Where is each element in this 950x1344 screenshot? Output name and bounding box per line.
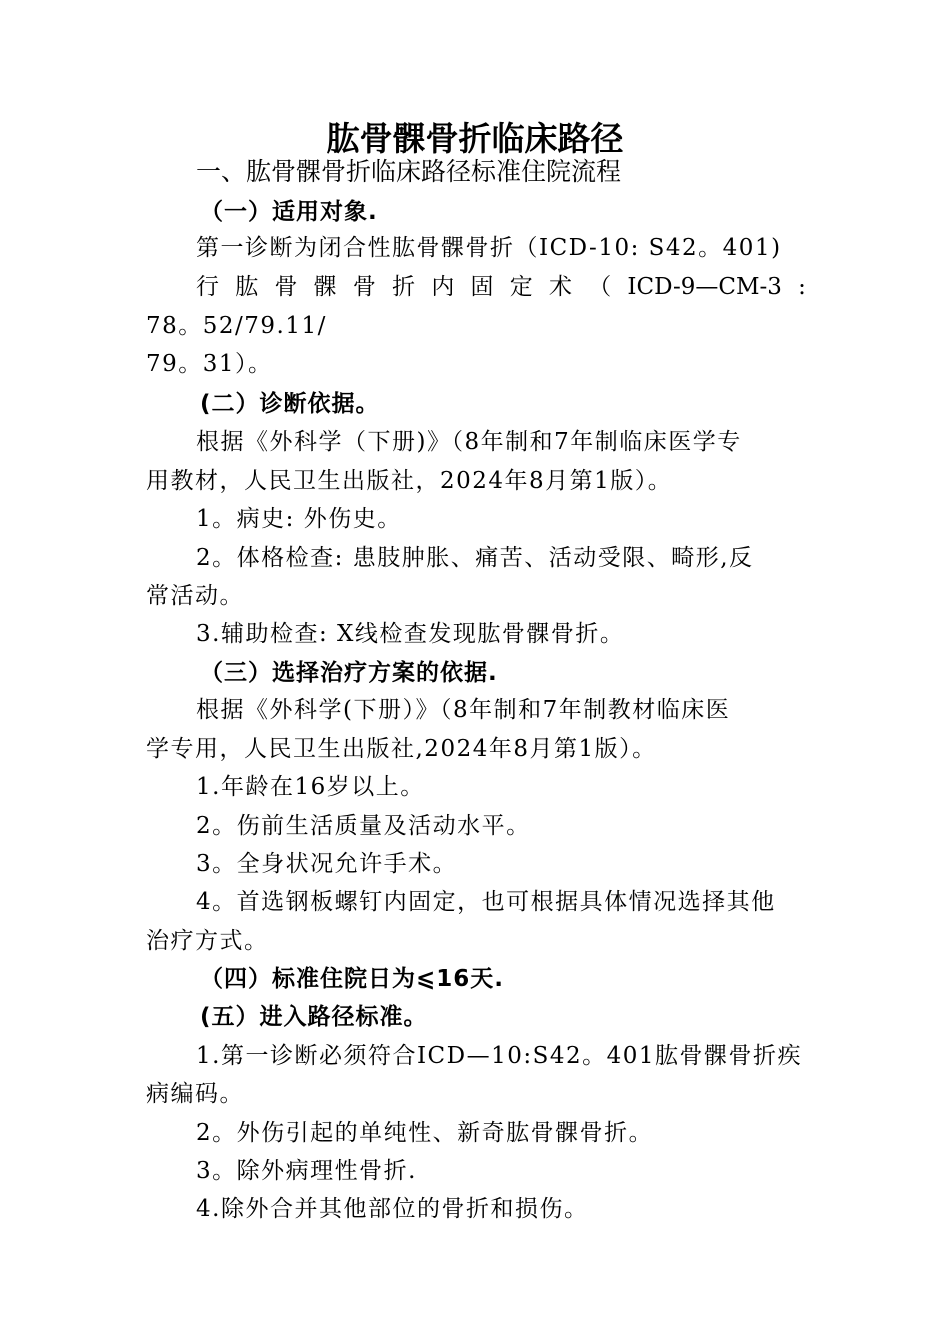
paragraph-treatment-reference-cont: 学专用，人民卫生出版社,2024年8月第1版）。	[146, 736, 657, 762]
list-item-age: 1.年龄在16岁以上。	[196, 774, 425, 800]
text-fragment: 折	[392, 274, 416, 300]
list-item-icd-code: 1.第一诊断必须符合ICD—10:S42。401肱骨髁骨折疾	[196, 1043, 803, 1069]
text-fragment: 定	[509, 274, 533, 300]
list-item-trauma-fracture: 2。外伤引起的单纯性、新奇肱骨髁骨折。	[196, 1120, 654, 1146]
list-item-physical-exam: 2。体格检查: 患肢肿胀、痛苦、活动受限、畸形,反	[196, 545, 754, 571]
list-item-general-condition: 3。全身状况允许手术。	[196, 851, 458, 877]
paragraph-procedure-spread	[196, 271, 806, 303]
paragraph-procedure-codes-2: 79。31）。	[146, 351, 273, 377]
text-fragment: 行	[196, 274, 219, 300]
list-item-quality-of-life: 2。伤前生活质量及活动水平。	[196, 813, 531, 839]
paragraph-procedure-codes-1: 78。52/79.11/	[146, 313, 327, 339]
paragraph-basis-reference: 根据《外科学（下册)》（8年制和7年制临床医学专	[196, 429, 742, 455]
text-fragment: 髁	[313, 274, 337, 300]
list-item-auxiliary-exam: 3.辅助检查: X线检查发现肱骨髁骨折。	[196, 621, 625, 647]
list-item-fixation-choice-cont: 治疗方式。	[146, 928, 269, 954]
text-fragment: 术	[548, 274, 572, 300]
subheading-standard-stay: （四）标准住院日为⩽16天.	[200, 966, 505, 992]
document-title: 肱骨髁骨折临床路径	[326, 119, 624, 158]
paragraph-basis-reference-cont: 用教材，人民卫生出版社，2024年8月第1版）。	[146, 468, 673, 494]
list-item-fixation-choice: 4。首选钢板螺钉内固定，也可根据具体情况选择其他	[196, 889, 776, 915]
list-item-exclude-pathological: 3。除外病理性骨折.	[196, 1158, 417, 1184]
list-item-exclude-combined: 4.除外合并其他部位的骨折和损伤。	[196, 1196, 589, 1222]
list-item-icd-code-cont: 病编码。	[146, 1081, 244, 1107]
text-fragment: 固	[470, 274, 494, 300]
paragraph-treatment-reference: 根据《外科学(下册）》（8年制和7年制教材临床医	[196, 697, 731, 723]
text-fragment: 骨	[274, 274, 298, 300]
text-fragment: :	[798, 274, 806, 300]
subheading-applicable-objects: （一）适用对象.	[200, 199, 378, 225]
paragraph-diagnosis: 第一诊断为闭合性肱骨髁骨折（ICD-10: S42。401)	[196, 235, 782, 261]
list-item-physical-exam-cont: 常活动。	[146, 583, 244, 609]
subheading-treatment-basis: （三）选择治疗方案的依据.	[200, 660, 498, 686]
text-fragment: 内	[431, 274, 455, 300]
text-fragment: 肱	[235, 274, 259, 300]
text-fragment: （	[588, 274, 612, 300]
text-fragment: 骨	[352, 274, 376, 300]
list-item-history: 1。病史: 外伤史。	[196, 506, 402, 532]
subheading-diagnostic-basis: (二）诊断依据。	[200, 391, 380, 417]
section-heading-1: 一、肱骨髁骨折临床路径标准住院流程	[196, 157, 622, 186]
subheading-entry-criteria: (五）进入路径标准。	[200, 1004, 428, 1030]
text-fragment: ICD-9—CM-3	[627, 274, 782, 300]
